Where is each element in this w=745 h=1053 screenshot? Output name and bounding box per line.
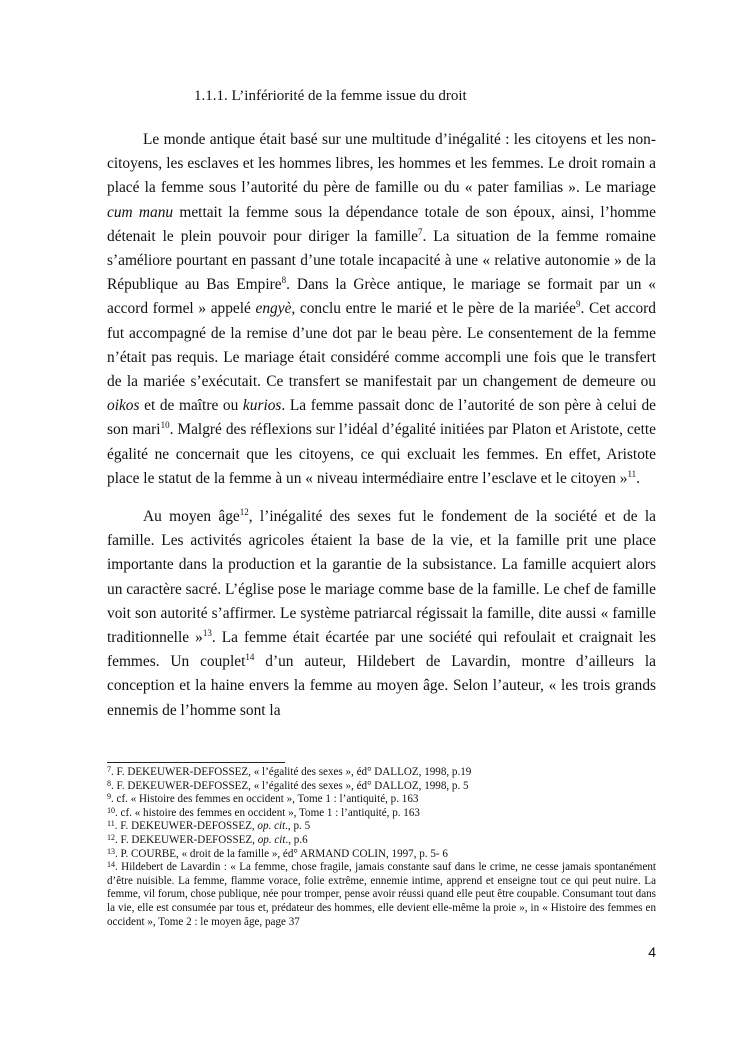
footnote-8 [107,780,656,794]
italic-term: oikos [107,397,140,415]
footnote-text: . F. DEKEUWER-DEFOSSEZ, [114,820,258,833]
text-run: . La femme était écartée par une société qui refoulait et craignait les femmes. Un couplet [107,629,656,671]
italic-term: cum manu [107,203,174,221]
footnote-list [107,766,656,929]
text-run: . Cet accord fut accompagné de la remise d’une dot par le beau père. Le consentement de la femme n’était pas requis. Le mariage était considéré comme accompli une fois que le transfert de la mariée s’exécutait. Ce transfert se manifestait par un changement de demeure ou [107,300,656,391]
text-run: . La situation de la femme romaine s’améliore pourtant en passant d’une totale incapacité à une « relative autonomie » de la République au Bas Empire [107,227,656,294]
page-number: 4 [648,944,656,960]
text-run: . Malgré des réflexions sur l’idéal d’égalité initiées par Platon et Aristote, cette égalité ne concernait que les citoyens, ce qui excluait les femmes. En effet, Aristote place le statut de la femme à un « niveau intermédiaire entre l’esclave et le citoyen » [107,421,656,487]
paragraph-2 [107,505,656,723]
footnote-13 [107,848,656,862]
text-run: conclu entre le marié et le père de la mariée [295,300,576,318]
footnote-number: 13 [107,846,115,856]
text-run: d’un auteur, Hildebert de Lavardin, montre d’ailleurs la conception et la haine envers la femme au moyen âge. Selon l’auteur, « les trois grands ennemis de l’homme sont la [107,653,656,719]
body-text [107,128,656,723]
footnote-text: . F. DEKEUWER-DEFOSSEZ, [115,833,258,846]
text-run: Le monde antique était basé sur une multitude d’inégalité : les citoyens et les non-citoyens, les esclaves et les hommes libres, les hommes et les femmes. Le droit romain a placé la femme sous l’autorité du père de famille ou du « pater familias ». Le mariage [107,131,656,197]
text-run: . Dans la Grèce antique, le mariage se formait par un « accord formel » appelé [107,276,656,318]
footnote-7 [107,766,656,780]
section-heading: 1.1.1. L’infériorité de la femme issue du droit [194,88,467,104]
text-run: et de maître ou [139,397,243,415]
footnote-text: . F. DEKEUWER-DEFOSSEZ, « l’égalité des sexes », éd° DALLOZ, 1998, p. 5 [111,779,469,792]
footnote-ref: 8 [281,275,287,286]
footnote-ref: 11 [627,468,637,479]
footnote-9 [107,793,656,807]
italic-term: kurios [242,397,282,415]
footnote-italic: op. cit [257,833,286,846]
footnote-number: 14 [107,860,115,870]
footnote-text: ., p. 5 [285,820,311,833]
footnote-11 [107,820,656,834]
footnote-number: 9 [107,792,111,802]
footnote-ref: 14 [245,652,255,663]
footnote-text: . F. DEKEUWER-DEFOSSEZ, « l’égalité des sexes », éd° DALLOZ, 1998, p.19 [111,766,472,778]
text-run: mettait la femme sous la dépendance totale de son époux, ainsi, l’homme détenait le plein pouvoir pour diriger la famille [107,203,656,245]
text-run: Au moyen âge [143,508,240,526]
footnote-ref: 12 [239,507,249,518]
footnote-text: . Hildebert de Lavardin : « La femme, chose fragile, jamais constante sauf dans le crime, ne cesse jamais spontanément d’être nuisible. La femme, flamme vorace, folie extrême, ennemie intime, apprend et enseigne tout ce qui peut nuire. La femme, vil forum, chose publique, née pour tromper, pense avoir réussi quand elle peut être coupable. Consumant tout dans la vie, elle est consumée par tous et, prédateur des hommes, elle devient elle-même la proie », in « Histoire des femmes en occident », Tome 2 : le moyen âge, page 37 [107,861,656,928]
footnote-number: 10 [107,805,115,815]
italic-term: engyè, [255,300,296,318]
text-run: , l’inégalité des sexes fut le fondement de la société et de la famille. Les activités agricoles étaient la base de la vie, et la famille prit une place importante dans la production et la garantie de la subsistance. La famille acquiert alors un caractère sacré. L’église pose le mariage comme base de la famille. Le chef de famille voit son autorité s’affirmer. Le système patriarcal régissait la famille, dite aussi « famille traditionnelle » [107,508,656,647]
footnote-number: 11 [107,819,115,829]
paragraph-1 [107,128,656,491]
footnote-number: 7 [107,765,111,774]
footnote-text: ., p.6 [285,833,308,846]
footnote-14 [107,861,656,929]
footnote-text: . P. COURBE, « droit de la famille », éd° ARMAND COLIN, 1997, p. 5- 6 [115,847,448,860]
footnote-12 [107,834,656,848]
text-run: . [636,469,641,487]
footnote-separator [107,762,285,763]
footnote-text: . cf. « histoire des femmes en occident », Tome 1 : l’antiquité, p. 163 [115,806,420,819]
text-run: . La femme passait donc de l’autorité de son père à celui de son mari [107,397,656,439]
footnote-ref: 9 [575,299,581,310]
footnote-number: 8 [107,778,111,788]
footnote-italic: op. cit [257,820,286,833]
footnote-10 [107,807,656,821]
footnote-ref: 10 [160,420,170,431]
footnote-ref: 13 [202,628,212,639]
footnote-text: . cf. « Histoire des femmes en occident », Tome 1 : l’antiquité, p. 163 [111,793,419,806]
footnote-ref: 7 [417,226,423,237]
footnote-number: 12 [107,832,115,842]
